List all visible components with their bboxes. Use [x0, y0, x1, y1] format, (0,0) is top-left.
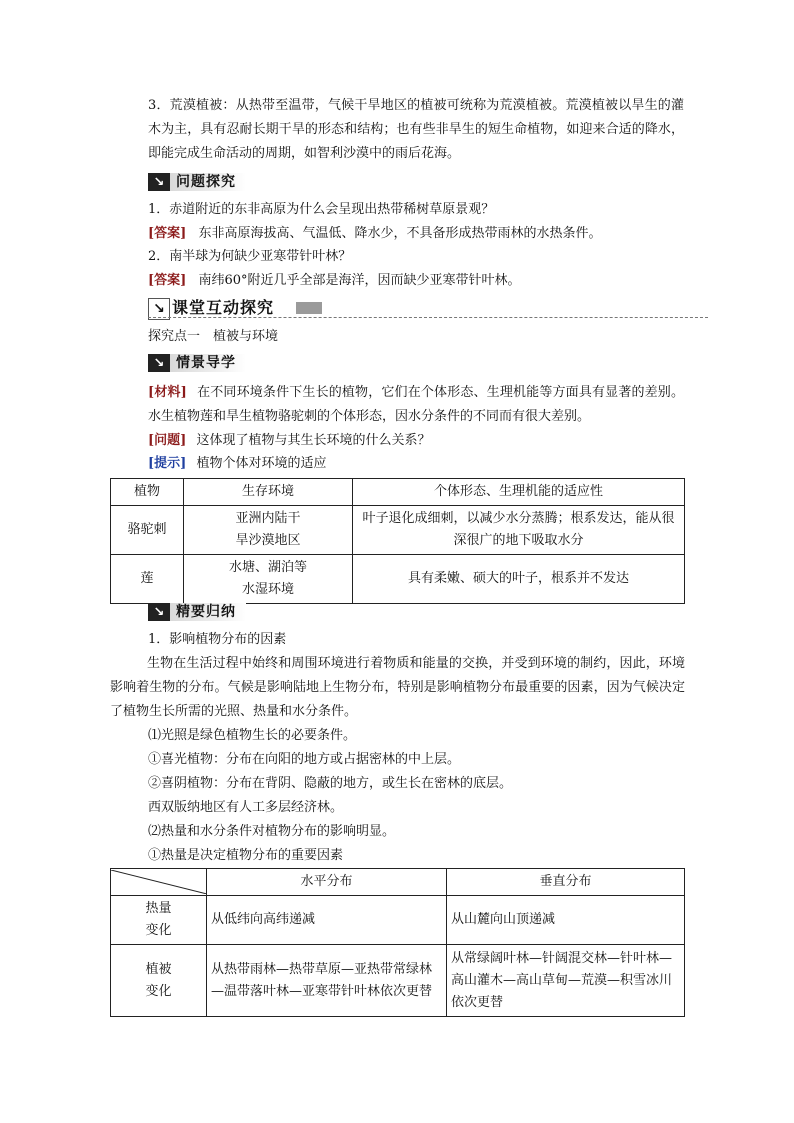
banner-rule — [148, 317, 708, 318]
section-1-paragraph: 生物在生活过程中始终和周围环境进行着物质和能量的交换，并受到环境的制约，因此，环境影响着生物的分布。气候是影响陆地上生物分布，特别是影响植物分布最重要的因素，因为气候决定了植物生长所需的光照、热量和水分条件。 — [110, 656, 685, 719]
hint-text: 植物个体对环境的适应 — [196, 456, 327, 471]
vertical-cell: 从常绿阔叶林—针阔混交林—针叶林—高山灌木—高山草甸—荒漠—积雪冰川依次更替 — [447, 945, 685, 1017]
adaptation-cell: 具有柔嫩、硕大的叶子，根系并不发达 — [353, 555, 685, 604]
vertical-cell: 从山麓向山顶递减 — [447, 896, 685, 945]
arrow-icon: ↘ — [148, 603, 170, 621]
table-row — [111, 945, 685, 1017]
material-text: 在不同环境条件下生长的植物，它们在个体形态、生理机能等方面具有显著的差别。水生植物莲和旱生植物骆驼刺的个体形态，因水分条件的不同而有很大差别。 — [148, 385, 684, 424]
material-paragraph — [148, 381, 684, 429]
question-tag: [问题] — [148, 433, 187, 448]
heading-problem-explore — [148, 172, 246, 192]
plant-cell: 骆驼刺 — [111, 506, 184, 555]
section-1-title: 1．影响植物分布的因素 — [148, 632, 287, 647]
adaptation-cell: 叶子退化成细刺，以减少水分蒸腾；根系发达，能从很深很广的地下吸取水分 — [353, 506, 685, 555]
environment-line: 水湿环境 — [241, 582, 294, 597]
table-header: 生存环境 — [184, 479, 353, 506]
heading-label: 情景导学 — [170, 354, 246, 372]
table-row — [111, 896, 685, 945]
row-label-cell — [111, 945, 207, 1017]
light-item-2: ②喜阴植物：分布在背阴、隐蔽的地方，或生长在密林的底层。 — [148, 776, 513, 791]
arrow-icon: ↘ — [148, 354, 170, 372]
heading-key-summary — [148, 602, 246, 622]
environment-cell — [184, 506, 353, 555]
light-item-1: ①喜光植物：分布在向阳的地方或占据密林的中上层。 — [148, 752, 461, 767]
horizontal-cell: 从热带雨林—热带草原—亚热带常绿林—温带落叶林—亚寒带针叶林依次更替 — [207, 945, 447, 1017]
table-row — [111, 555, 685, 604]
question-text: 这体现了植物与其生长环境的什么关系？ — [196, 433, 431, 448]
material-tag: [材料] — [148, 385, 187, 400]
table-row — [111, 506, 685, 555]
banner-title: 课堂互动探究 — [172, 298, 275, 317]
answer-text: 东非高原海拔高、气温低、降水少，不具备形成热带雨林的水热条件。 — [198, 226, 602, 241]
table-header: 植物 — [111, 479, 184, 506]
answer-2 — [148, 269, 684, 293]
row-label-line: 变化 — [145, 983, 172, 999]
answer-text: 南纬60°附近几乎全部是海洋，因而缺少亚寒带针叶林。 — [198, 273, 521, 288]
table-header: 水平分布 — [207, 869, 447, 896]
explore-point-title: 探究点一 植被与环境 — [148, 329, 279, 344]
row-label-line: 变化 — [145, 923, 172, 938]
answer-1 — [148, 222, 684, 246]
light-title: ⑴光照是绿色植物生长的必要条件。 — [148, 728, 357, 743]
environment-line: 旱沙漠地区 — [235, 533, 301, 548]
environment-line: 亚洲内陆干 — [235, 511, 301, 526]
row-label-line: 热量 — [145, 901, 172, 916]
banner-decoration — [296, 302, 322, 314]
diagonal-line — [111, 870, 207, 894]
table-header: 个体形态、生理机能的适应性 — [353, 479, 685, 506]
question-line — [148, 429, 684, 453]
heading-label: 问题探究 — [170, 173, 246, 191]
section-banner — [148, 298, 708, 320]
heat-item-1: ①热量是决定植物分布的重要因素 — [148, 848, 344, 863]
question-2: 2．南半球为何缺少亚寒带针叶林？ — [148, 249, 352, 264]
hint-tag: [提示] — [148, 456, 187, 471]
plant-cell: 莲 — [111, 555, 184, 604]
environment-line: 水塘、湖泊等 — [228, 560, 307, 575]
arrow-icon: ↘ — [148, 173, 170, 191]
answer-tag: [答案] — [148, 273, 187, 288]
answer-tag: [答案] — [148, 226, 187, 241]
plant-adaptation-table — [110, 478, 685, 604]
environment-cell — [184, 555, 353, 604]
heat-distribution-table — [110, 868, 685, 1017]
question-1: 1．赤道附近的东非高原为什么会呈现出热带稀树草原景观？ — [148, 202, 495, 217]
heading-label: 精要归纳 — [170, 603, 246, 621]
light-item-3: 西双版纳地区有人工多层经济林。 — [148, 800, 344, 815]
diagonal-corner-cell — [111, 869, 207, 896]
heading-scenario-guide — [148, 353, 246, 373]
desert-vegetation-paragraph: 3．荒漠植被：从热带至温带，气候干旱地区的植被可统称为荒漠植被。荒漠植被以旱生的灌木为主，具有忍耐长期干旱的形态和结构；也有些非旱生的短生命植物，如迎来合适的降水，即能完成生命活动的周期，如智利沙漠中的雨后花海。 — [148, 98, 684, 161]
table-header: 垂直分布 — [447, 869, 685, 896]
row-label-cell — [111, 896, 207, 945]
banner-arrow-icon: ↘ — [148, 298, 170, 320]
row-label-line: 植被 — [145, 961, 172, 977]
hint-line — [148, 452, 684, 476]
horizontal-cell: 从低纬向高纬递减 — [207, 896, 447, 945]
heat-title: ⑵热量和水分条件对植物分布的影响明显。 — [148, 824, 396, 839]
